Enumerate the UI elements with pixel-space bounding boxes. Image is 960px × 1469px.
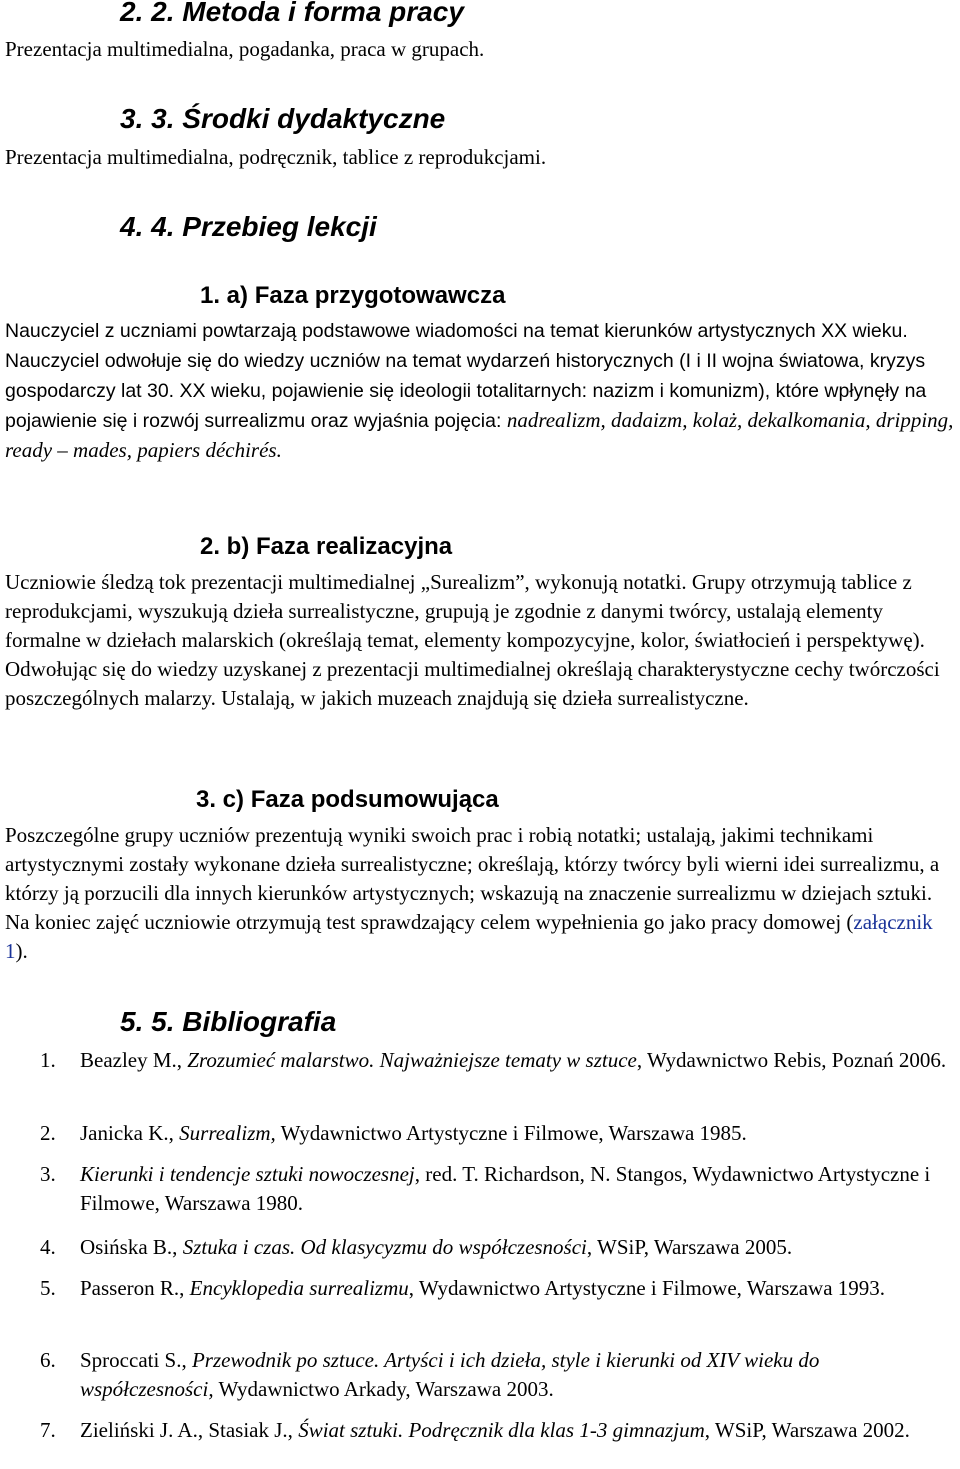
phase-c-description: Poszczególne grupy uczniów prezentują wyniki swoich prac i robią notatki; ustalają, jakimi technikami artystycznymi zostały wykonane dzieła surrealistyczne; określają, którzy twórcy byli wierni idei surrealizmu, a którzy ją porzucili dla innych kierunków artystycznych; wskazują na znaczenie surrealizmu w dziejach sztuki. Na koniec zajęć uczniowie otrzymują test sprawdzający celem wypełnienia go jako pracy domowej (	[5, 823, 940, 934]
bib-publisher: , WSiP, Warszawa 2005.	[586, 1235, 793, 1259]
bib-publisher: Wydawnictwo Artystyczne i Filmowe, Warszawa 1985.	[275, 1121, 747, 1145]
bib-title: Sztuka i czas. Od klasycyzmu do współczesności	[182, 1235, 587, 1259]
bibliography-item	[40, 1046, 958, 1075]
bib-title: Zrozumieć malarstwo. Najważniejsze tematy w sztuce	[187, 1048, 637, 1072]
bibliography-number: 2.	[40, 1121, 56, 1145]
bibliography-item	[40, 1119, 958, 1148]
bibliography-entry	[80, 1274, 958, 1303]
bibliography-entry	[80, 1046, 958, 1075]
bib-author: Sproccati S.,	[80, 1348, 192, 1372]
bibliography-item	[40, 1274, 958, 1303]
bibliography-number: 4.	[40, 1235, 56, 1259]
bib-publisher: , red. T. Richardson, N. Stangos, Wydawnictwo Artystyczne i Filmowe, Warszawa 1980.	[80, 1162, 931, 1215]
bib-publisher: , Wydawnictwo Rebis, Poznań 2006.	[636, 1048, 947, 1072]
phase-c-text	[5, 821, 958, 966]
section-heading-didactic-means: 3. 3. Środki dydaktyczne	[120, 103, 446, 134]
phase-b-text: Uczniowie śledzą tok prezentacji multimedialnej „Surealizm”, wykonują notatki. Grupy otrzymują tablice z reprodukcjami, wyszukują dzieła surrealistyczne, grupują je zgodnie z danymi twórcy, ustalają elementy formalne w dziełach malarskich (określają temat, elementy kompozycyjne, kolor, światłocień i perspektywę). Odwołując się do wiedzy uzyskanej z prezentacji multimedialnej określają charakterystyczne cechy twórczości poszczególnych malarzy. Ustalają, w jakich muzeach znajdują się dzieła surrealistyczne.	[5, 570, 940, 710]
section-heading-lesson-course: 4. 4. Przebieg lekcji	[120, 211, 377, 242]
bib-author: Passeron R.,	[80, 1276, 190, 1300]
bibliography-number: 5.	[40, 1276, 56, 1300]
section-heading-method: 2. 2. Metoda i forma pracy	[120, 0, 464, 27]
method-text: Prezentacja multimedialna, pogadanka, praca w grupach.	[5, 37, 485, 61]
phase-a-terms: nadrealizm, dadaizm, kolaż, dekalkomania, dripping, ready – mades, papiers déchirés.	[5, 408, 954, 462]
bibliography-item	[40, 1416, 958, 1445]
phase-a-text	[5, 316, 958, 465]
bibliography-number: 7.	[40, 1418, 56, 1442]
phase-c-heading: 3. c) Faza podsumowująca	[196, 786, 499, 813]
bib-author: Janicka K.,	[80, 1121, 180, 1145]
bibliography-item	[40, 1346, 958, 1404]
bibliography-entry	[80, 1233, 958, 1262]
bib-publisher: , WSiP, Warszawa 2002.	[704, 1418, 910, 1442]
bibliography-number: 3.	[40, 1162, 56, 1186]
bibliography-entry	[80, 1160, 958, 1218]
didactic-means-text: Prezentacja multimedialna, podręcznik, tablice z reprodukcjami.	[5, 145, 547, 169]
bibliography-item	[40, 1233, 958, 1262]
phase-a-description: Nauczyciel z uczniami powtarzają podstawowe wiadomości na temat kierunków artystycznych XX wieku. Nauczyciel odwołuje się do wiedzy uczniów na temat wydarzeń historycznych (I i II wojna światowa, kryzys gospodarczy lat 30. XX wieku, pojawienie się ideologii totalitarnych: nazizm i komunizm), które wpłynęły na pojawienie się i rozwój surrealizmu oraz wyjaśnia pojęcia:	[5, 320, 927, 432]
bib-title: Encyklopedia surrealizmu	[189, 1276, 409, 1300]
phase-b-heading: 2. b) Faza realizacyjna	[200, 533, 453, 560]
section-heading-bibliography: 5. 5. Bibliografia	[120, 1006, 337, 1037]
bibliography-number: 6.	[40, 1348, 56, 1372]
bibliography-entry	[80, 1346, 958, 1404]
bib-title: Surrealizm,	[179, 1121, 276, 1145]
bib-author: Zieliński J. A., Stasiak J.,	[80, 1418, 299, 1442]
bib-publisher: , Wydawnictwo Artystyczne i Filmowe, Warszawa 1993.	[408, 1276, 886, 1300]
bib-publisher: Wydawnictwo Arkady, Warszawa 2003.	[213, 1377, 554, 1401]
bib-title: Kierunki i tendencje sztuki nowoczesnej	[80, 1162, 415, 1186]
bibliography-entry	[80, 1119, 958, 1148]
bibliography-number: 1.	[40, 1048, 56, 1072]
phase-c-end: ).	[15, 939, 28, 963]
phase-a-heading: 1. a) Faza przygotowawcza	[200, 282, 506, 309]
bib-author: Beazley M.,	[80, 1048, 188, 1072]
bib-title: Świat sztuki. Podręcznik dla klas 1-3 gimnazjum	[298, 1418, 705, 1442]
attachment-link[interactable]: załącznik 1	[5, 910, 933, 963]
bibliography-item	[40, 1160, 958, 1218]
bibliography-entry	[80, 1416, 958, 1445]
bib-title: Przewodnik po sztuce. Artyści i ich dzieła, style i kierunki od XIV wieku do współczesności,	[80, 1348, 820, 1401]
bib-author: Osińska B.,	[80, 1235, 183, 1259]
